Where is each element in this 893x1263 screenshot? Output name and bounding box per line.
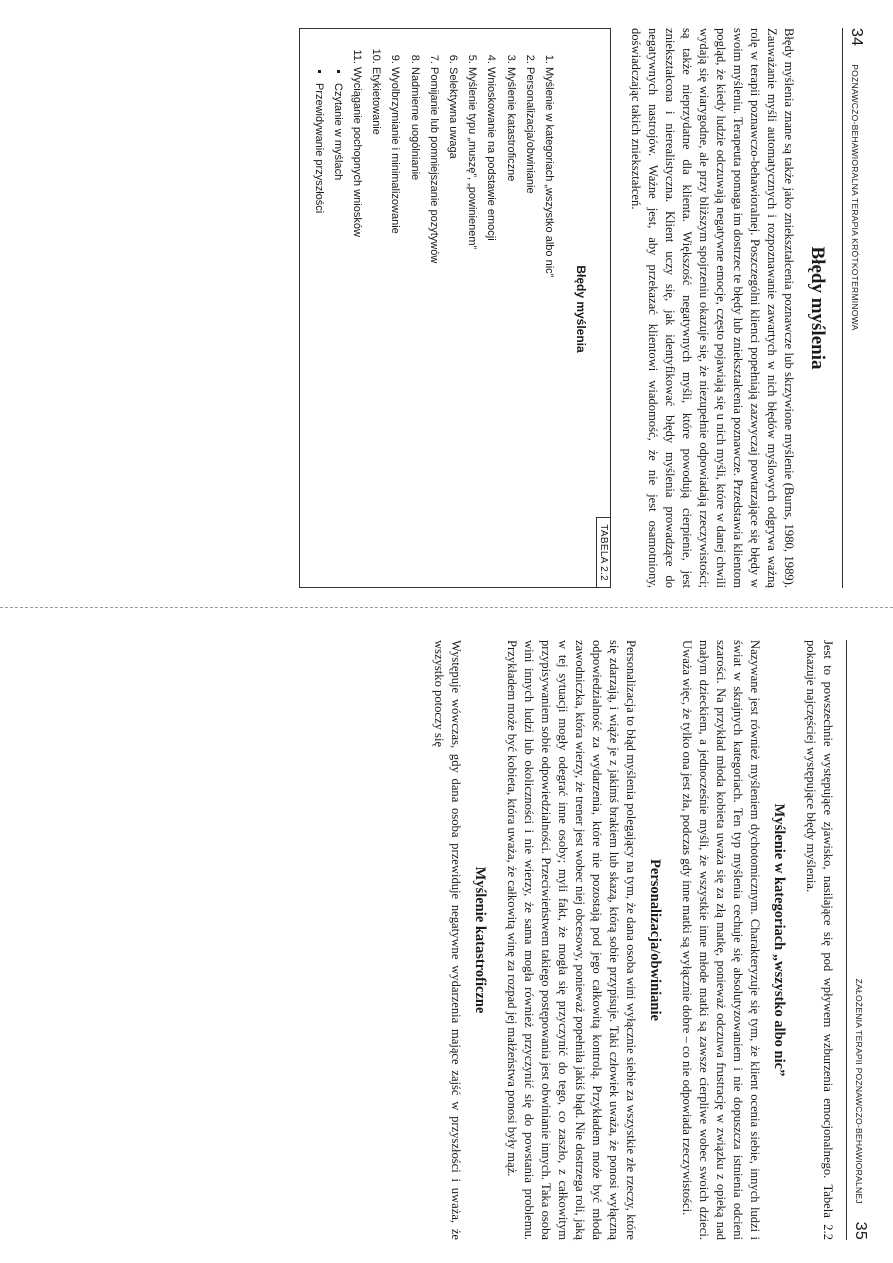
- running-head: [847, 28, 865, 588]
- header-rule: [842, 28, 843, 588]
- body-paragraph: Błędy myślenia znane są także jako zniekształcenia poznawcze lub skrzywione myślenie (Burns, 1980, 1989). Zauważanie myśli automatycznych i rozpoznawanie zawartych w nich błędów myślowych odgrywa ważną rolę w terapii poznawczo-behawioralnej. Poszczególni klienci popełniają zazwyczaj powtarzające się błędy w swoim myśleniu. Terapeuta pomaga im dostrzec te błędy lub zniekształcenia poznawcze. Przedstawia klientom pogląd, że kiedy ludzie odczuwają negatywne emocje, często pojawiają się u nich myśli, które w danej chwili wydają się wiarygodne, ale przy bliższym spojrzeniu okazuje się, że niezupełnie odpowiadają rzeczywistości; są także nieprzydatne dla klienta. Większość negatywnych myśli, które powodują cierpienie, jest zniekształcona i nierealistyczna. Klient uczy się, jak identyfikować błędy myślenia prowadzące do negatywnych nastrojów. Ważne jest, aby przekazać klientowi wiadomość, że nie jest osamotniony, doświadczając takich zniekształceń.: [629, 28, 796, 588]
- running-head-text: ZAŁOŻENIA TERAPII POZNAWCZO-BEHAWIORALNEJ: [854, 978, 864, 1204]
- list-item: 4. Wnioskowanie na podstawie emocji: [481, 67, 500, 573]
- left-page: [0, 0, 893, 605]
- list-item: 1. Myślenie w kategoriach „wszystko albo nic”: [539, 67, 558, 573]
- running-head: [851, 640, 869, 1240]
- table-label: TABELA 2.2: [596, 517, 611, 588]
- list-item: 8. Nadmierne uogólnianie: [404, 67, 423, 573]
- sub-list: [308, 67, 346, 573]
- list-item: 7. Pomijanie lub pomniejszanie pozytywów: [424, 67, 443, 573]
- table-2-2: [299, 28, 611, 588]
- header-rule: [846, 640, 847, 1240]
- section-title: Błędy myślenia: [807, 246, 828, 370]
- section-paragraph: Nazywane jest również myśleniem dychotomicznym. Charakteryzuje się tym, że klient ocenia siebie, innych ludzi i świat w skrajnych kategoriach. Ten typ myślenia cechuje się absolutyzowaniem i nie dopuszcza istnienia odcieni szarości. Na przykład młoda kobieta uważa się za złą matkę, ponieważ odczuwa frustrację w związku z opieką nad małym dzieckiem, a jednocześnie myśli, że wszystkie inne młode matki są zawsze cierpliwe wobec swoich dzieci. Uważa więc, że tylko ona jest zła, podczas gdy inne matki są wyłącznie dobre – co nie odpowiada rzeczywistości.: [680, 640, 762, 1240]
- section-heading: Myślenie w kategoriach „wszystko albo nic”: [771, 803, 787, 1077]
- page-number: 34: [848, 28, 865, 47]
- list-item: 10. Etykietowanie: [366, 67, 385, 573]
- page-number: 35: [852, 1221, 869, 1240]
- list-item: 6. Selektywna uwaga: [443, 67, 462, 573]
- list-item: [308, 67, 366, 573]
- list-item: 5. Myślenie typu „muszę”, „powinienem”: [462, 67, 481, 573]
- list-item: 2. Personalizacja/obwinianie: [520, 67, 539, 573]
- page-gutter: [0, 607, 893, 608]
- table-title: Błędy myślenia: [574, 265, 588, 353]
- section-paragraph: Personalizacja to błąd myślenia polegający na tym, że dana osoba wini wyłącznie siebie za wszystkie złe rzeczy, które się zdarzają, i wiąże je z jakimś brakiem lub skazą, którą sobie przypisuje. Taki człowiek uważa, że ponosi wyłączną odpowiedzialność za wydarzenia, które nie pozostają pod jego całkowitą kontrolą. Przykładem może być młoda zawodniczka, która wierzy, że trener jest wobec niej obcesowy, ponieważ popełniła jakiś błąd. Nie dostrzega roli, jaką w tej sytuacji mogły odegrać inne osoby; myli fakt, że mogła się przyczynić do tego, co zaszło, z całkowitym przypisywaniem sobie odpowiedzialności. Przeciwieństwem takiego postępowania jest obwinianie innych. Taka osoba wini innych ludzi lub okoliczności i nie wierzy, że sama mogła również przyczynić się do powstania problemu. Przykładem może być kobieta, która uważa, że całkowitą winę za rozpad jej małżeństwa ponosi były mąż.: [505, 640, 638, 1240]
- right-page: [0, 618, 893, 1263]
- running-head-text: POZNAWCZO-BEHAWIORALNA TERAPIA KRÓTKOTERMINOWA: [850, 64, 860, 331]
- list-item: 3. Myślenie katastroficzne: [500, 67, 519, 573]
- list-item-label: Wyciąganie pochopnych wniosków: [350, 67, 363, 237]
- section-paragraph: Występuje wówczas, gdy dana osoba przewiduje negatywne wydarzenia mające zajść w przyszłości i uważa, że wszystko potoczy się: [432, 640, 463, 1240]
- error-list: [308, 45, 558, 573]
- intro-paragraph: Jest to powszechnie występujące zjawisko, nasilające się pod wpływem wzburzenia emocjonalnego. Tabela 2.2 pokazuje najczęściej występujące błędy myślenia.: [804, 640, 835, 1240]
- section-heading: Myślenie katastroficzne: [472, 866, 488, 1014]
- sub-list-item: ▪ Czytanie w myślach: [328, 83, 347, 573]
- sub-list-item: ▪ Przewidywanie przyszłości: [308, 83, 327, 573]
- list-item: 9. Wyolbrzymianie i minimalizowanie: [385, 67, 404, 573]
- section-heading: Personalizacja/obwinianie: [647, 859, 663, 1021]
